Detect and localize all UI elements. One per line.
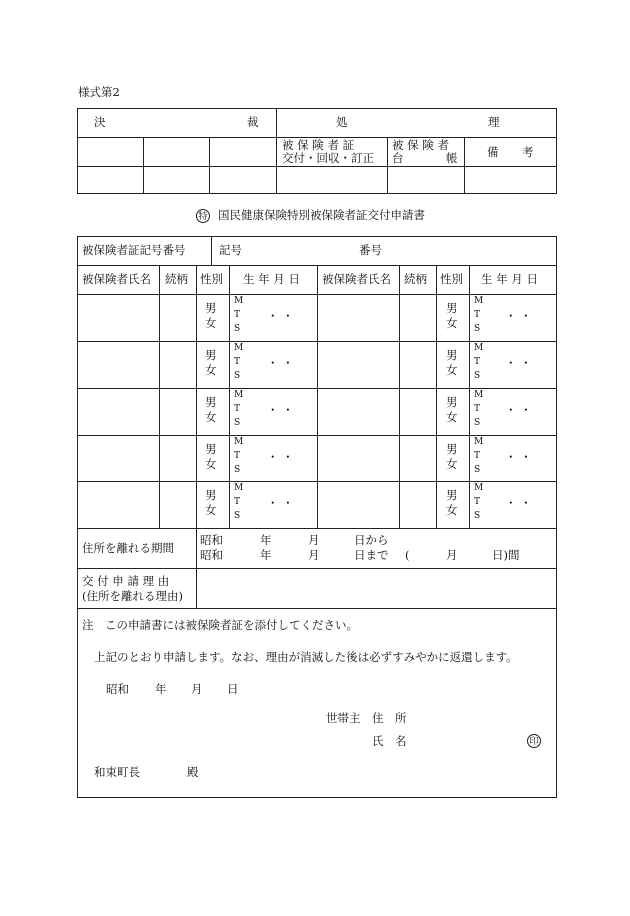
sex-male-right: 男: [446, 348, 458, 362]
special-seal-icon: 特: [196, 209, 210, 223]
era-t-left: T: [234, 451, 241, 461]
date-dots-right: ・ ・: [505, 356, 532, 370]
era-s-right: S: [474, 511, 481, 521]
form-number: 様式第2: [78, 85, 120, 99]
title-text: 国民健康保険特別被保険者証交付申請書: [218, 208, 425, 222]
date-dots-left: ・ ・: [267, 356, 294, 370]
sex-male-right: 男: [446, 442, 458, 456]
era-s-right: S: [474, 371, 481, 381]
sex-female-right: 女: [446, 503, 458, 517]
era-s-right: S: [474, 324, 481, 334]
date-dots-right: ・ ・: [505, 450, 532, 464]
name-label: 氏 名: [372, 734, 407, 748]
ri-label: 理: [488, 115, 500, 129]
sex-female-left: 女: [205, 363, 217, 377]
remarks-label-a: 備: [487, 145, 499, 159]
period-to-era: 昭和: [200, 548, 223, 562]
sex-female-left: 女: [205, 457, 217, 471]
sex-male-left: 男: [205, 488, 217, 502]
date-dots-left: ・ ・: [267, 496, 294, 510]
sex-male-left: 男: [205, 348, 217, 362]
dono-label: 殿: [187, 765, 199, 779]
era-t-right: T: [474, 451, 481, 461]
cert-issue-label-2: 交付・回収・訂正: [282, 151, 374, 165]
header-sex-right: 性別: [440, 272, 463, 286]
date-dots-right: ・ ・: [505, 309, 532, 323]
sex-male-left: 男: [205, 301, 217, 315]
era-s-left: S: [234, 371, 241, 381]
era-t-right: T: [474, 497, 481, 507]
era-m-left: M: [234, 390, 244, 400]
householder-label: 世帯主: [326, 711, 361, 725]
header-name-right: 被保険者氏名: [322, 272, 391, 286]
sex-male-right: 男: [446, 488, 458, 502]
cert-issue-label-1: 被 保 険 者 証: [282, 138, 355, 152]
sex-female-right: 女: [446, 316, 458, 330]
remarks-label-b: 考: [522, 145, 534, 159]
kigo-label: 記号: [219, 243, 242, 257]
cert-number-label: 被保険者証記号番号: [82, 243, 186, 257]
header-relation-left: 続柄: [165, 272, 188, 286]
era-s-left: S: [234, 324, 241, 334]
reason-label-2: (住所を離れる理由): [82, 589, 183, 603]
period-from-year: 年: [260, 533, 272, 547]
reason-label-1: 交 付 申 請 理 由: [82, 574, 170, 588]
era-t-right: T: [474, 310, 481, 320]
era-t-left: T: [234, 497, 241, 507]
sex-male-left: 男: [205, 442, 217, 456]
era-m-left: M: [234, 343, 244, 353]
era-m-left: M: [234, 296, 244, 306]
sex-female-right: 女: [446, 363, 458, 377]
header-birth-right: 生 年 月 日: [481, 272, 538, 286]
period-label: 住所を離れる期間: [82, 541, 174, 555]
date-dots-left: ・ ・: [267, 309, 294, 323]
kessai-label: 決: [94, 115, 106, 129]
note-text: 注 この申請書には被保険者証を添付してください。: [82, 618, 358, 632]
sex-female-left: 女: [205, 316, 217, 330]
recipient-label: 和束町長: [94, 765, 140, 779]
sex-female-right: 女: [446, 410, 458, 424]
date-dots-right: ・ ・: [505, 496, 532, 510]
date-era: 昭和: [106, 682, 129, 696]
header-name-left: 被保険者氏名: [82, 272, 151, 286]
period-from-month: 月: [308, 533, 320, 547]
period-duration-month: 月: [446, 548, 458, 562]
era-s-left: S: [234, 465, 241, 475]
period-to-month: 月: [308, 548, 320, 562]
sex-female-left: 女: [205, 503, 217, 517]
era-s-left: S: [234, 418, 241, 428]
era-m-right: M: [474, 483, 484, 493]
period-from-era: 昭和: [200, 533, 223, 547]
seal-icon: 印: [527, 734, 541, 748]
ledger-label-1: 被 保 険 者: [392, 138, 449, 152]
period-duration-day: 日)間: [492, 548, 520, 562]
header-sex-left: 性別: [200, 272, 223, 286]
era-m-right: M: [474, 390, 484, 400]
era-t-left: T: [234, 357, 241, 367]
ledger-label-2b: 帳: [446, 151, 458, 165]
date-year: 年: [155, 682, 167, 696]
era-t-right: T: [474, 404, 481, 414]
era-s-left: S: [234, 511, 241, 521]
era-m-right: M: [474, 343, 484, 353]
date-dots-right: ・ ・: [505, 403, 532, 417]
sho-label: 処: [336, 115, 348, 129]
era-t-left: T: [234, 404, 241, 414]
sex-male-left: 男: [205, 395, 217, 409]
era-m-right: M: [474, 437, 484, 447]
date-day: 日: [227, 682, 239, 696]
era-m-left: M: [234, 483, 244, 493]
header-relation-right: 続柄: [404, 272, 427, 286]
declaration-border: [77, 609, 557, 798]
ledger-label-2a: 台: [392, 151, 404, 165]
era-s-right: S: [474, 465, 481, 475]
statement-text: 上記のとおり申請します。なお、理由が消滅した後は必ずすみやかに返還します。: [94, 650, 518, 664]
era-t-left: T: [234, 310, 241, 320]
period-from-day: 日から: [354, 533, 389, 547]
period-to-year: 年: [260, 548, 272, 562]
period-paren-open: (: [405, 548, 410, 562]
sex-female-left: 女: [205, 410, 217, 424]
sex-male-right: 男: [446, 301, 458, 315]
era-s-right: S: [474, 418, 481, 428]
sex-male-right: 男: [446, 395, 458, 409]
era-m-left: M: [234, 437, 244, 447]
header-birth-left: 生 年 月 日: [243, 272, 300, 286]
date-month: 月: [191, 682, 203, 696]
era-m-right: M: [474, 296, 484, 306]
bango-label: 番号: [359, 243, 382, 257]
date-dots-left: ・ ・: [267, 403, 294, 417]
sai-label: 裁: [247, 115, 259, 129]
sex-female-right: 女: [446, 457, 458, 471]
address-label: 住 所: [372, 711, 407, 725]
era-t-right: T: [474, 357, 481, 367]
date-dots-left: ・ ・: [267, 450, 294, 464]
period-to-day: 日まで: [354, 548, 389, 562]
